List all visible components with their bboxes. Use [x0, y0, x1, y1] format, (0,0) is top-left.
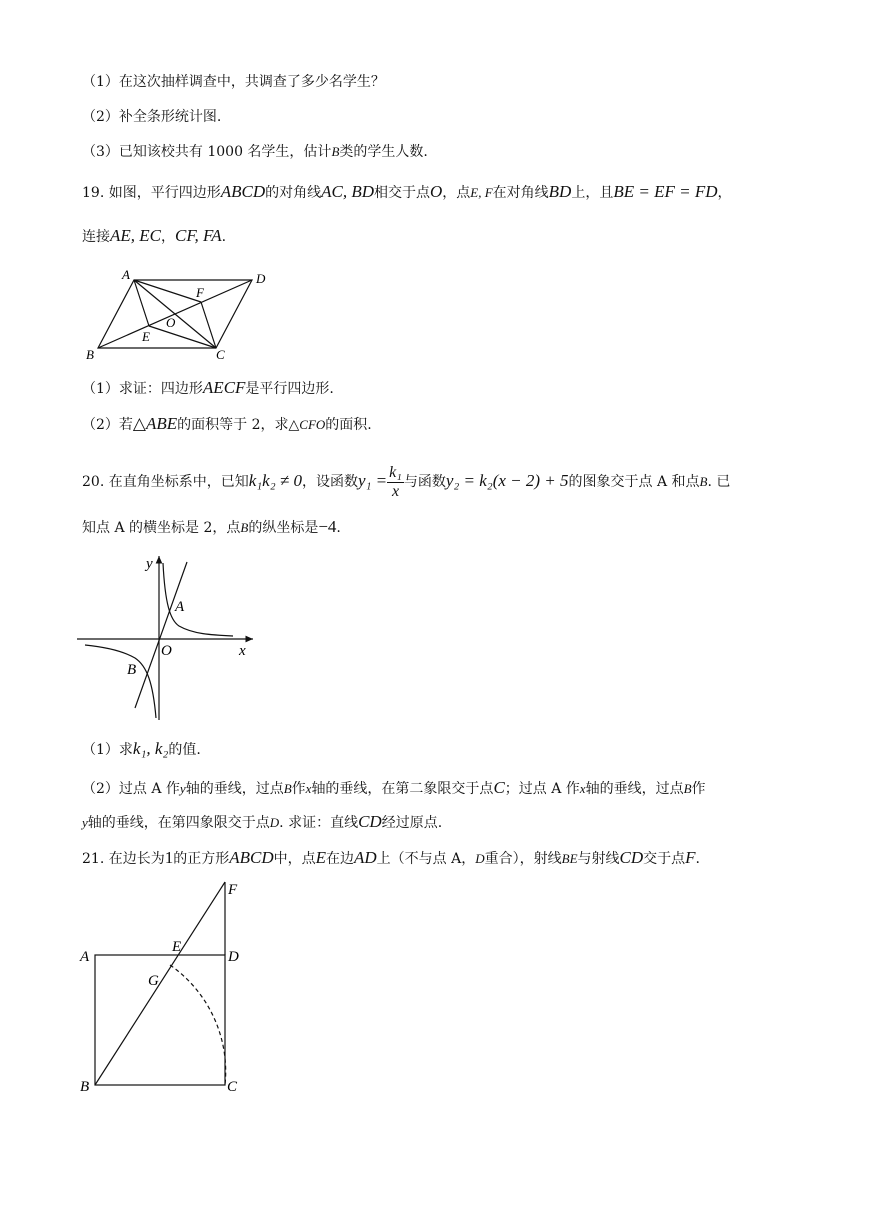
q19-t7: ， [717, 185, 732, 201]
q19-t6: 上，且 [571, 185, 614, 201]
q18-part2: （2）补全条形统计图. [82, 109, 222, 125]
q20-cond: k₁k₂ ≠ 0 [248, 471, 302, 490]
q20-s2g: 轴的垂线，在第二象限交于点 [311, 781, 494, 797]
q21-t9: . [695, 851, 700, 867]
q19-t5: 在对角线 [492, 185, 549, 201]
q20-s3b: 轴的垂线，在第四象限交于点 [87, 815, 270, 831]
q20-s2a: （2）过点 A 作 [82, 781, 180, 797]
q20-s2e: 作 [291, 781, 306, 797]
q20-s2m: 作 [691, 781, 706, 797]
q19-stem-line1 [82, 182, 732, 203]
q19-s2d: CFO [299, 417, 326, 432]
q18-part3-b: B [331, 144, 340, 159]
q21-abcd: ABCD [229, 848, 274, 867]
q20-t3: 与函数 [403, 474, 446, 490]
q20-label-x: x [239, 643, 246, 659]
q21-square-figure [76, 878, 251, 1098]
q20-s2j: x [579, 781, 586, 796]
q20-graph-figure [75, 548, 260, 723]
q20-frac-num: k₁ [389, 463, 402, 481]
q21-t6: 重合），射线 [484, 851, 562, 867]
q21-cd: CD [619, 848, 644, 867]
q21-be: BE [561, 851, 578, 866]
q19-s2b: △ABE [132, 414, 178, 433]
q19-abcd: ABCD [220, 182, 266, 201]
q19-label-a: A [122, 267, 130, 282]
q21-e: E [315, 848, 326, 867]
q20-y1: y₁ = [357, 471, 388, 490]
q21-label-c: C [227, 1079, 238, 1095]
q20-s2c: 轴的垂线，过点 [185, 781, 284, 797]
q18-part3-text: （3）已知该校共有 1000 名学生，估计 [82, 144, 332, 160]
q19-s2c: 的面积等于 2，求△ [177, 417, 300, 433]
q19-label-b: B [86, 347, 94, 362]
q19-sub2 [82, 414, 372, 435]
q20-s2h: C [493, 778, 505, 797]
q19-label-o: O [166, 315, 176, 330]
q21-t2: 的正方形 [173, 851, 230, 867]
q20-s2l: B [683, 781, 692, 796]
q20-s1b: k₁, k₂ [132, 739, 169, 758]
q20-label-a: A [175, 599, 185, 615]
q21-t8: 交于点 [643, 851, 686, 867]
q20-stem-line2 [82, 517, 341, 538]
q19-l2c: ， [161, 229, 175, 245]
q21-d: D [475, 851, 485, 866]
q20-label-o: O [161, 643, 172, 659]
q19-s2a: （2）若 [82, 417, 133, 433]
q19-bd: BD [548, 182, 572, 201]
q21-f: F [685, 848, 696, 867]
q18-part3 [82, 142, 428, 162]
q20-b: B [699, 474, 708, 489]
q19-s1a: （1）求证：四边形 [82, 381, 203, 397]
q21-one: 1 [164, 848, 174, 867]
q20-s2i: ；过点 A 作 [504, 781, 580, 797]
q19-s1b: AECF [202, 378, 246, 397]
q18-part3-tail: 类的学生人数. [339, 144, 428, 160]
q19-label-e: E [142, 329, 150, 344]
q20-s3f: 经过原点. [381, 815, 443, 831]
q20-label-y: y [146, 556, 153, 572]
q20-l2e: . [336, 520, 341, 536]
q19-l2d: CF, FA [175, 226, 222, 245]
q20-s1a: （1）求 [82, 742, 133, 758]
q19-t1: 19. 如图，平行四边形 [82, 185, 221, 201]
q20-s3e: CD [358, 812, 382, 831]
q20-t5: . 已 [707, 474, 731, 490]
q21-label-d: D [228, 949, 239, 965]
q21-t5: 上（不与点 A， [376, 851, 476, 867]
q20-sub1 [82, 739, 201, 760]
q20-t4: 的图象交于点 A 和点 [568, 474, 700, 490]
q20-s2f: x [305, 781, 312, 796]
q19-o: O [430, 182, 443, 201]
q20-s2k: 轴的垂线，过点 [585, 781, 684, 797]
q21-t1: 21. 在边长为 [82, 851, 165, 867]
q19-t3: 相交于点 [374, 185, 430, 201]
q19-l2a: 连接 [82, 229, 110, 245]
q21-label-g: G [148, 973, 159, 989]
q19-label-d: D [256, 271, 266, 286]
q20-l2d: −4 [318, 517, 337, 536]
q21-t7: 与射线 [577, 851, 620, 867]
q19-l2e: . [221, 229, 227, 245]
q19-s2e: 的面积. [325, 417, 372, 433]
q21-stem [82, 848, 700, 869]
q21-t4: 在边 [326, 851, 354, 867]
q20-l2c: 的纵坐标是 [248, 520, 319, 536]
q21-ad: AD [354, 848, 377, 867]
q19-l2b: AE, EC [110, 226, 161, 245]
q20-stem-line1 [82, 461, 730, 502]
q19-s1c: 是平行四边形. [245, 381, 334, 397]
q20-s2d: B [283, 781, 292, 796]
q19-eq: BE = EF = FD [613, 182, 718, 201]
q19-label-f: F [196, 285, 204, 300]
q20-y2: y₂ = k₂(x − 2) + 5 [445, 471, 569, 490]
q21-t3: 中，点 [273, 851, 316, 867]
q19-label-c: C [216, 347, 225, 362]
q20-l2a: 知点 A 的横坐标是 2，点 [82, 520, 241, 536]
q20-fraction [387, 464, 404, 501]
q18-part1: （1）在这次抽样调查中，共调查了多少名学生？ [82, 74, 385, 90]
q20-s3a: y [82, 815, 88, 830]
q19-acbd: AC, BD [321, 182, 374, 201]
q20-s1c: 的值. [168, 742, 201, 758]
q21-label-f: F [228, 882, 238, 898]
q20-sub2 [82, 778, 706, 799]
q19-ef: E, F [470, 185, 493, 200]
q20-t2: ，设函数 [301, 474, 358, 490]
q19-t2: 的对角线 [265, 185, 322, 201]
q20-label-b: B [127, 662, 137, 678]
q19-t4: ，点 [442, 185, 471, 201]
q19-sub1 [82, 378, 334, 399]
q20-t1: 20. 在直角坐标系中，已知 [82, 474, 249, 490]
q21-label-b: B [80, 1079, 90, 1095]
q21-label-e: E [172, 939, 182, 955]
q20-s2b: y [179, 781, 186, 796]
q20-l2b: B [240, 520, 249, 535]
q20-s3d: . 求证：直线 [279, 815, 359, 831]
q20-s3c: D [269, 815, 280, 830]
q20-frac-den: x [391, 482, 400, 500]
q21-label-a: A [80, 949, 90, 965]
q19-parallelogram-figure [80, 265, 280, 365]
q20-sub2-line2 [82, 812, 442, 833]
q19-stem-line2 [82, 226, 226, 247]
